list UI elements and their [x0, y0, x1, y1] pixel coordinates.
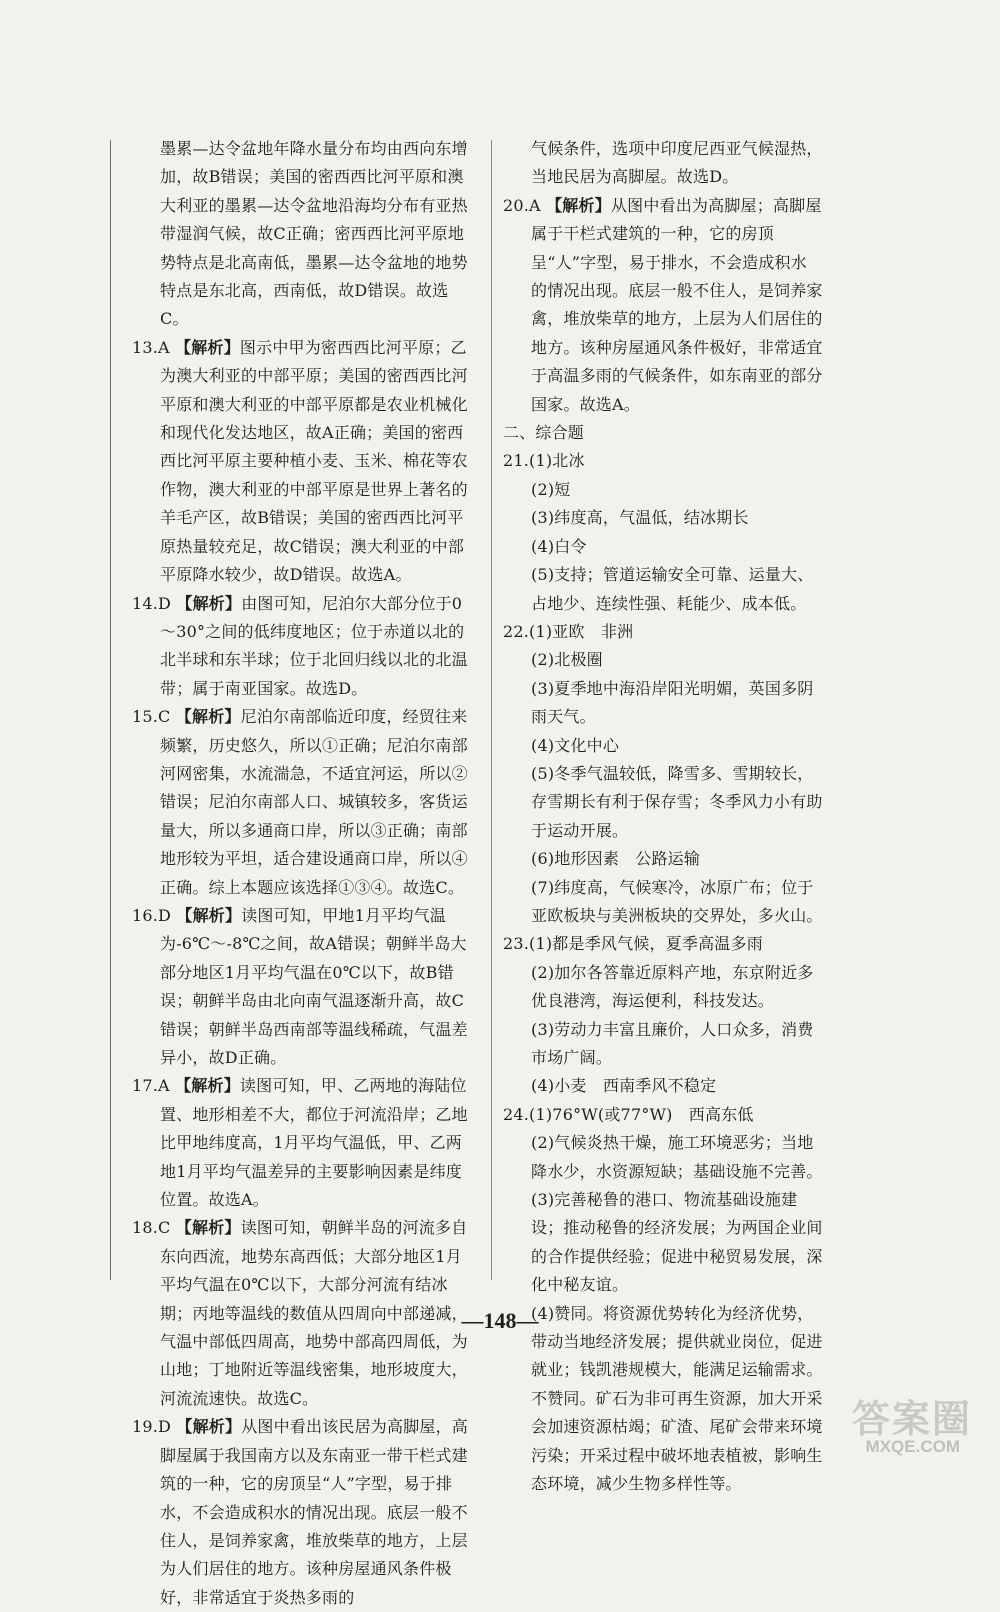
- answer-line: (4)白令: [531, 536, 587, 556]
- answer-line: (2)气候炎热干燥，施工环境恶劣；当地降水少，水资源短缺；基础设施不完善。: [531, 1133, 823, 1181]
- analysis-tag: 【解析】: [176, 905, 242, 925]
- answer-text: 从图中看出该民居为高脚屋，高脚屋属于我国南方以及东南亚一带干栏式建筑的一种，它的房顶呈“人”字型，易于排水，不会造成积水的情况出现。底层一般不住人，是饲养家禽，堆放柴草的地方，上层为人们居住的地方。该种房屋通风条件极好，非常适宜于炎热多雨的: [160, 1417, 468, 1607]
- q12-continuation: 墨累—达令盆地年降水量分布均由西向东增加，故B错误；美国的密西西比河平原和澳大利亚的墨累—达令盆地沿海均分布有亚热带湿润气候，故C正确；密西西比河平原地势特点是北高南低，墨累—达令盆地的地势特点是东北高，西南低，故D错误。故选C。: [160, 139, 468, 329]
- analysis-tag: 【解析】: [546, 195, 611, 215]
- analysis-tag: 【解析】: [175, 337, 240, 357]
- answer-line: (2)北极圈: [531, 650, 603, 670]
- answer-line: (5)支持；管道运输安全可靠、运量大、占地少、连续性强、耗能少、成本低。: [531, 565, 814, 613]
- analysis-tag: 【解析】: [175, 707, 241, 727]
- answer-number: 14.D: [132, 593, 172, 613]
- answer-line: 24.(1)76°W(或77°W) 西高东低: [503, 1104, 754, 1124]
- answer-number: 17.A: [132, 1076, 170, 1096]
- q19-continuation: 气候条件，选项中印度尼西亚气候湿热，当地民居为高脚屋。故选D。: [531, 139, 823, 187]
- analysis-tag: 【解析】: [176, 593, 242, 613]
- answer-number: 24.: [503, 1104, 530, 1124]
- watermark-logo: [820, 1385, 990, 1463]
- answer-text: 从图中看出为高脚屋；高脚屋属于干栏式建筑的一种，它的房顶呈“人”字型，易于排水，不会造成积水的情况出现。底层一般不住人，是饲养家禽，堆放柴草的地方，上层为人们居住的地方。该种房屋通风条件极好，非常适宜于高温多雨的气候条件，如东南亚的部分国家。故选A。: [531, 195, 823, 414]
- answer-number: 22.: [503, 621, 530, 641]
- answer-15: [132, 703, 472, 902]
- left-column: [132, 135, 472, 1612]
- answer-number: 16.D: [132, 905, 172, 925]
- answer-line: 21.(1)北冰: [503, 451, 585, 471]
- column-divider: [491, 140, 492, 1280]
- answer-line: (5)冬季气温较低，降雪多、雪期较长，存雪期长有利于保存雪；冬季风力小有助于运动开展。: [531, 763, 823, 840]
- answer-text: 读图可知，甲、乙两地的海陆位置、地形相差不大，都位于河流沿岸；乙地比甲地纬度高，1月平均气温低，甲、乙两地1月平均气温差异的主要影响因素是纬度位置。故选A。: [160, 1076, 468, 1210]
- answer-text: 图示中甲为密西西比河平原；乙为澳大利亚的中部平原；美国的密西西比河平原和澳大利亚的中部平原都是农业机械化和现代化发达地区，故A正确；美国的密西西比河平原主要种植小麦、玉米、棉花等农作物，澳大利亚的中部平原是世界上著名的羊毛产区，故B错误；美国的密西西比河平原热量较充足，故C错误；澳大利亚的中部平原降水较少，故D错误。故选A。: [160, 337, 468, 585]
- answer-24: [503, 1101, 823, 1499]
- answer-number: 23.: [503, 934, 530, 954]
- answer-text: 读图可知，朝鲜半岛的河流多自东向西流，地势东高西低；大部分地区1月平均气温在0℃以下，大部分河流有结冰期；丙地等温线的数值从四周向中部递减，气温中部低四周高，地势中部高四周低，为山地；丁地附近等温线密集，地形坡度大，河流流速快。故选C。: [160, 1218, 468, 1408]
- answer-line: (6)地形因素 公路运输: [531, 849, 701, 869]
- answer-line: (3)夏季地中海沿岸阳光明媚，英国多阴雨天气。: [531, 678, 814, 727]
- answer-line: 不赞同。矿石为非可再生资源，加大开采会加速资源枯竭；矿渣、尾矿会带来环境污染；开采过程中破坏地表植被，影响生态环境，减少生物多样性等。: [531, 1388, 823, 1494]
- answer-16: [132, 902, 472, 1072]
- answer-line: (2)短: [531, 479, 571, 499]
- answer-line: (7)纬度高，气候寒冷，冰原广布；位于亚欧板块与美洲板块的交界处，多火山。: [531, 877, 823, 925]
- answer-number: 19.D: [132, 1417, 172, 1437]
- watermark-text: 答案圈: [851, 1399, 972, 1441]
- answer-line: (4)文化中心: [531, 735, 620, 755]
- watermark-url: MXQE.COM: [865, 1437, 960, 1456]
- answer-20: [503, 192, 823, 419]
- answer-text: 读图可知，甲地1月平均气温为-6℃～-8℃之间，故A错误；朝鲜半岛大部分地区1月平均气温在0℃以下，故B错误；朝鲜半岛由北向南气温逐渐升高，故C错误；朝鲜半岛西南部等温线稀疏，气温差异小，故D正确。: [160, 905, 468, 1067]
- analysis-tag: 【解析】: [176, 1417, 242, 1437]
- page-number: —148—: [461, 1308, 539, 1333]
- answer-text: 由图可知，尼泊尔大部分位于0～30°之间的低纬度地区；位于赤道以北的北半球和东半球；位于北回归线以北的北温带；属于南亚国家。故选D。: [160, 593, 468, 698]
- answer-19: [132, 1413, 472, 1612]
- answer-number: 18.C: [132, 1218, 171, 1238]
- left-margin-rule: [110, 140, 111, 1280]
- answer-line: (3)完善秘鲁的港口、物流基础设施建设；推动秘鲁的经济发展；为两国企业间的合作提供经验；促进中秘贸易发展，深化中秘友谊。: [531, 1190, 823, 1295]
- analysis-tag: 【解析】: [175, 1218, 241, 1238]
- answer-23: [503, 930, 823, 1100]
- answer-21: [503, 447, 823, 617]
- answer-number: 21.: [503, 451, 530, 471]
- answer-17: [132, 1072, 472, 1214]
- answer-text: 尼泊尔南部临近印度，经贸往来频繁，历史悠久，所以①正确；尼泊尔南部河网密集，水流湍急，不适宜河运，所以②错误；尼泊尔南部人口、城镇较多，客货运量大，所以多通商口岸，所以③正确；南部地形较为平坦，适合建设通商口岸，所以④正确。综上本题应该选择①③④。故选C。: [160, 707, 468, 897]
- answer-line: (3)纬度高，气温低，结冰期长: [531, 508, 749, 528]
- answer-line: (4)小麦 西南季风不稳定: [531, 1076, 717, 1096]
- answer-line: (2)加尔各答靠近原料产地，东京附近多优良港湾，海运便利，科技发达。: [531, 962, 814, 1011]
- answer-line: 22.(1)亚欧 非洲: [503, 621, 634, 641]
- answer-14: [132, 590, 472, 704]
- answer-number: 20.A: [503, 195, 541, 215]
- section-heading: 二、综合题: [503, 423, 585, 443]
- right-column: [503, 135, 823, 1499]
- analysis-tag: 【解析】: [175, 1076, 240, 1096]
- answer-number: 13.A: [132, 337, 170, 357]
- answer-line: (3)劳动力丰富且廉价，人口众多，消费市场广阔。: [531, 1019, 814, 1067]
- answer-13: [132, 334, 472, 590]
- answer-line: 23.(1)都是季风气候，夏季高温多雨: [503, 934, 763, 954]
- answer-line: (4)赞同。将资源优势转化为经济优势，带动当地经济发展；提供就业岗位，促进就业；钱凯港规模大，能满足运输需求。: [531, 1303, 823, 1380]
- answer-number: 15.C: [132, 707, 171, 727]
- answer-22: [503, 618, 823, 930]
